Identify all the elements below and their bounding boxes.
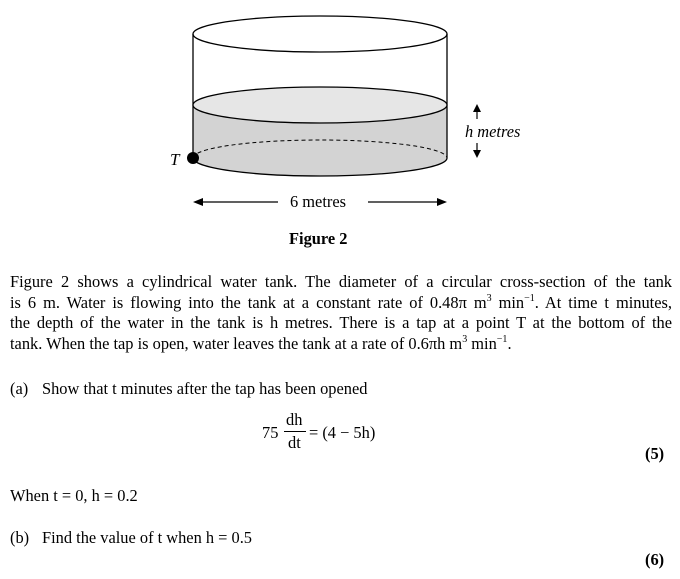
width-arrow-right-head (437, 198, 447, 206)
width-label: 6 metres (290, 192, 346, 211)
cylinder-tank-figure (0, 0, 680, 260)
initial-condition: When t = 0, h = 0.2 (10, 486, 138, 505)
height-arrow-up-head (473, 104, 481, 112)
height-variable: h metres (465, 122, 521, 141)
figure-caption: Figure 2 (289, 229, 348, 248)
tap-label: T (170, 150, 180, 169)
part-a-label: (a) (10, 379, 29, 398)
part-b-text: Find the value of t when h = 0.5 (42, 528, 252, 547)
equation-denominator: dt (288, 433, 301, 452)
problem-paragraph (10, 272, 672, 354)
paragraph-line-3: the depth of the water in the tank is h metres. There is a tap at a point T at the bottom of the (10, 313, 672, 332)
width-arrow-left-head (193, 198, 203, 206)
height-arrow-down-head (473, 150, 481, 158)
part-b-label: (b) (10, 528, 30, 547)
part-a-marks: (5) (645, 444, 665, 463)
equation-coefficient: 75 (262, 423, 279, 442)
paragraph-line-4: tank. When the tap is open, water leaves the tank at a rate of 0.6πh $m^3$ $\min^{-1}$. (10, 333, 512, 353)
paragraph-line-1: Figure 2 shows a cylindrical water tank. The diameter of a circular cross-section of the tank (10, 272, 672, 291)
equation-fraction-bar (284, 431, 306, 432)
part-b-marks: (6) (645, 550, 665, 569)
part-a-text: Show that t minutes after the tap has been opened (42, 379, 368, 398)
tap-point (187, 152, 199, 164)
paragraph-line-2: is 6 m. Water is flowing into the tank at a constant rate of 0.48π $m^3$ $\min^{-1}$. At time t minutes, (10, 292, 672, 312)
equation-numerator: dh (286, 410, 303, 429)
water-surface-ellipse (193, 87, 447, 123)
cylinder-top-ellipse (193, 16, 447, 52)
height-label (465, 122, 520, 142)
equation-rhs: = (4 − 5h) (309, 423, 376, 442)
